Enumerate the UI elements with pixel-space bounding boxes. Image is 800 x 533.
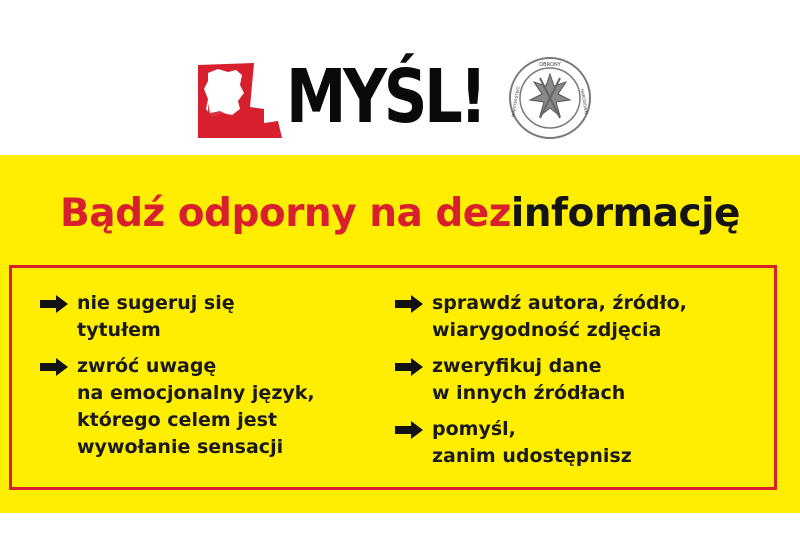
tip-text: nie sugeruj się tytułem xyxy=(77,292,235,341)
tip-text: zwróć uwagę na emocjonalny język, którego celem jest wywołanie sensacji xyxy=(77,355,315,458)
headline xyxy=(0,186,800,242)
footer-strip xyxy=(0,513,800,533)
header xyxy=(0,0,800,155)
tip-item xyxy=(395,416,687,470)
tip-item xyxy=(395,353,687,407)
emblem-text-right: NARODOWEJ xyxy=(579,88,590,115)
headline-red-part: Bądź odporny na dez xyxy=(60,191,511,236)
tip-item xyxy=(40,353,315,461)
headline-black-part: informację xyxy=(510,191,740,236)
tip-item xyxy=(40,290,315,344)
ministry-emblem-icon xyxy=(508,56,592,140)
tips-right-column xyxy=(395,290,687,479)
emblem-text-left: MINISTERSTWO xyxy=(510,85,521,118)
arrow-right-icon xyxy=(40,295,68,313)
arrow-right-icon xyxy=(40,358,68,376)
arrow-right-icon xyxy=(395,295,423,313)
arrow-right-icon xyxy=(395,421,423,439)
tip-text: sprawdź autora, źródło, wiarygodność zdjęcia xyxy=(432,292,687,341)
tip-text: zweryfikuj dane w innych źródłach xyxy=(432,355,626,404)
logo-text: MYŚL! xyxy=(286,54,484,140)
tips-left-column xyxy=(40,290,315,470)
tip-text: pomyśl, zanim udostępnisz xyxy=(432,418,632,467)
emblem-text-top: OBRONY xyxy=(539,62,561,68)
map-logo-icon xyxy=(198,63,282,138)
tip-item xyxy=(395,290,687,344)
arrow-right-icon xyxy=(395,358,423,376)
